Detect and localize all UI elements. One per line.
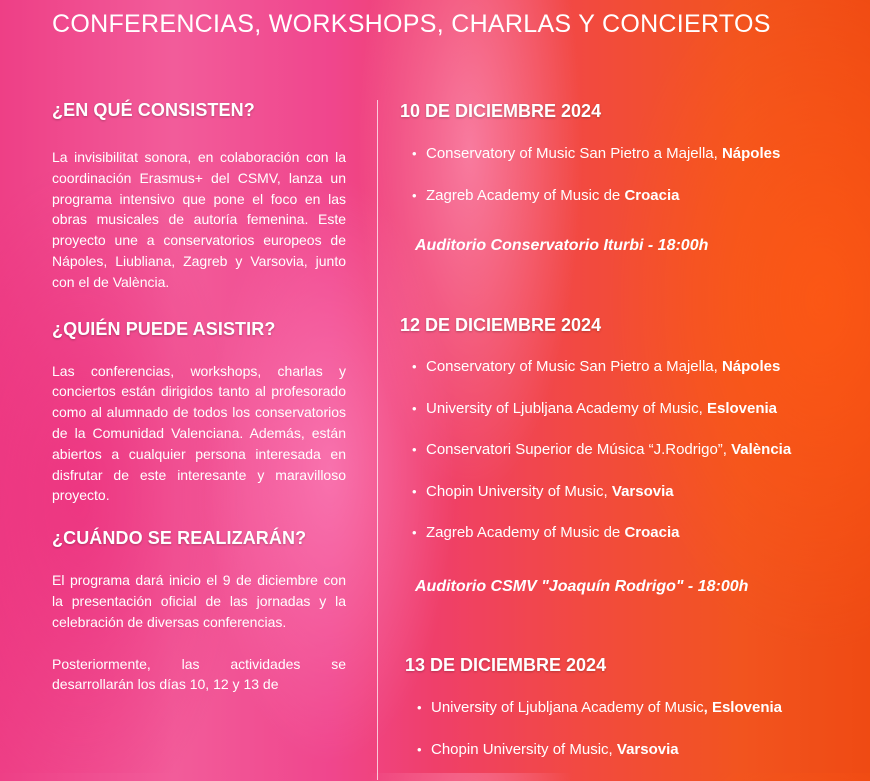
list-item: • University of Ljubljana Academy of Music, Eslovenia: [417, 699, 782, 716]
list-item: • Chopin University of Music, Varsovia: [417, 740, 679, 758]
section-heading-when: ¿CUÁNDO SE REALIZARÁN?: [52, 528, 307, 549]
auditorium-12: Auditorio CSMV "Joaquín Rodrigo" - 18:00h: [415, 578, 749, 595]
section-heading-who: ¿QUIÉN PUEDE ASISTIR?: [52, 318, 276, 339]
page-title: CONFERENCIAS, WORKSHOPS, CHARLAS Y CONCIERTOS: [52, 10, 771, 38]
section-text-who: Las conferencias, workshops, charlas y conciertos están dirigidos tanto al profesorado como al alumnado de todos los conservatorios de la Comunidad Valenciana. Además, están abiertos a cualquier persona interesada en disfrutar de este interesante y maravilloso proyecto.: [52, 362, 346, 504]
bullet-icon: •: [412, 400, 417, 416]
section-text-when: El programa dará inicio el 9 de diciembre con la presentación oficial de las jornadas y la celebración de diversas conferencias.: [52, 572, 346, 630]
list-item: • Zagreb Academy of Music de Croacia: [412, 186, 680, 204]
section-text-what: La invisibilitat sonora, en colaboración con la coordinación Erasmus+ del CSMV, lanza un programa intensivo que pone el foco en las obras musicales de autoría femenina. Este proyecto une a conservatorios europeos de Nápoles, Liubliana, Zagreb y Varsovia, junto con el de València.: [52, 149, 346, 290]
venue-list-13: [417, 698, 782, 781]
list-item: • Conservatori Superior de Música “J.Rodrigo”, València: [412, 441, 792, 458]
list-item: • Chopin University of Music, Varsovia: [412, 482, 674, 500]
bullet-icon: •: [412, 359, 417, 374]
list-item: • Conservatory of Music San Pietro a Majella, Nápoles: [412, 145, 781, 162]
venue-list-12: [412, 357, 791, 565]
column-divider: [377, 100, 378, 780]
section-heading-what: ¿EN QUÉ CONSISTEN?: [52, 100, 255, 120]
section-text-when-continued: Posteriormente, las actividades se desarrollarán los días 10, 12 y 13 de: [52, 655, 346, 693]
venue-list-10: [412, 144, 780, 227]
list-item: • University of Ljubljana Academy of Music, Eslovenia: [412, 399, 778, 417]
bullet-icon: •: [412, 187, 417, 203]
bullet-icon: •: [417, 700, 422, 715]
list-item: • Conservatory of Music San Pietro a Majella, Nápoles: [412, 358, 781, 375]
info-column: [52, 100, 346, 695]
bullet-icon: •: [417, 741, 422, 757]
auditorium-10: Auditorio Conservatorio Iturbi - 18:00h: [415, 237, 709, 254]
list-item: • Zagreb Academy of Music de Croacia: [412, 524, 680, 541]
day-title-12: 12 DE DICIEMBRE 2024: [400, 315, 602, 335]
bullet-icon: •: [412, 146, 417, 161]
bullet-icon: •: [412, 483, 417, 499]
bullet-icon: •: [412, 525, 417, 540]
bullet-icon: •: [412, 442, 417, 457]
day-title-13: 13 DE DICIEMBRE 2024: [405, 655, 607, 675]
day-title-10: 10 DE DICIEMBRE 2024: [400, 101, 602, 121]
